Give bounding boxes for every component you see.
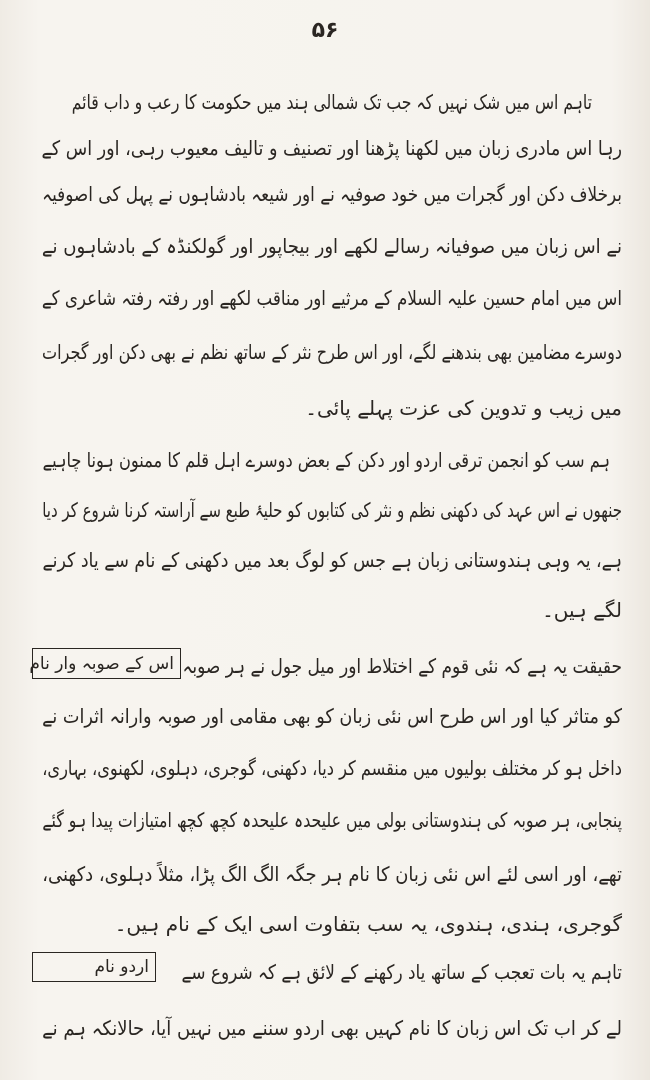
text-line: برخلاف دکن اور گجرات میں خود صوفیہ نے اور شیعہ بادشاہوں نے پہل کی اصوفیہ bbox=[42, 182, 622, 206]
page-number: ۵۶ bbox=[311, 18, 339, 43]
text-line: نے اس زبان میں صوفیانہ رسالے لکھے اور بیجاپور اور گولکنڈہ کے بادشاہوں نے bbox=[41, 234, 622, 258]
text-line: گوجری، ہندی، ہندوی، یہ سب بتفاوت اسی ایک کے نام ہیں۔ bbox=[114, 912, 622, 936]
text-line: جنھوں نے اس عہد کی دکھنی نظم و نثر کی کتابوں کو حلیۂ طبع سے آراستہ کرنا شروع کر دیا bbox=[42, 498, 622, 522]
text-line: تاہم اس میں شک نہیں کہ جب تک شمالی ہند میں حکومت کا رعب و داب قائم bbox=[71, 90, 593, 114]
text-line: میں زیب و تدوین کی عزت پہلے پائی۔ bbox=[305, 396, 622, 420]
text-line: کو متاثر کیا اور اس طرح اس نئی زبان کو بھی مقامی اور صوبہ وارانہ اثرات نے bbox=[42, 704, 623, 728]
text-line: ہے، یہ وہی ہندوستانی زبان ہے جس کو لوگ بعد میں دکھنی کے نام سے یاد کرنے bbox=[42, 548, 623, 572]
text-line: دوسرے مضامین بھی بندھنے لگے، اور اس طرح نثر کے ساتھ نظم نے بھی دکن اور گجرات bbox=[42, 340, 622, 364]
margin-note: اردو نام bbox=[32, 952, 156, 982]
text-line: حقیقت یہ ہے کہ نئی قوم کے اختلاط اور میل جول نے ہر صوبہ bbox=[182, 654, 622, 678]
text-line: ہم سب کو انجمن ترقی اردو اور دکن کے بعض دوسرے اہل قلم کا ممنون ہونا چاہیے bbox=[42, 448, 610, 472]
text-line: تھے، اور اسی لئے اس نئی زبان کا نام ہر جگہ الگ الگ پڑا، مثلاً دہلوی، دکھنی، bbox=[42, 862, 623, 886]
text-line: لے کر اب تک اس زبان کا نام کہیں بھی اردو سننے میں نہیں آیا، حالانکہ ہم نے bbox=[42, 1016, 623, 1040]
margin-note: اس کے صوبہ وار نام bbox=[32, 648, 181, 679]
text-line: داخل ہو کر مختلف بولیوں میں منقسم کر دیا، دکھنی، گوجری، دہلوی، لکھنوی، بہاری، bbox=[42, 756, 622, 780]
text-line: پنجابی، ہر صوبہ کی ہندوستانی بولی میں علیحدہ علیحدہ کچھ کچھ امتیازات پیدا ہو گئے bbox=[42, 808, 622, 832]
text-line: رہا اس مادری زبان میں لکھنا پڑھنا اور تصنیف و تالیف معیوب رہی، اور اس کے bbox=[41, 136, 623, 160]
text-line: اس میں امام حسین علیہ السلام کے مرثیے اور مناقب لکھے اور رفتہ رفتہ شاعری کے bbox=[41, 286, 623, 310]
text-line: تاہم یہ بات تعجب کے ساتھ یاد رکھنے کے لائق ہے کہ شروع سے bbox=[181, 960, 622, 984]
text-line: لگے ہیں۔ bbox=[542, 598, 622, 622]
